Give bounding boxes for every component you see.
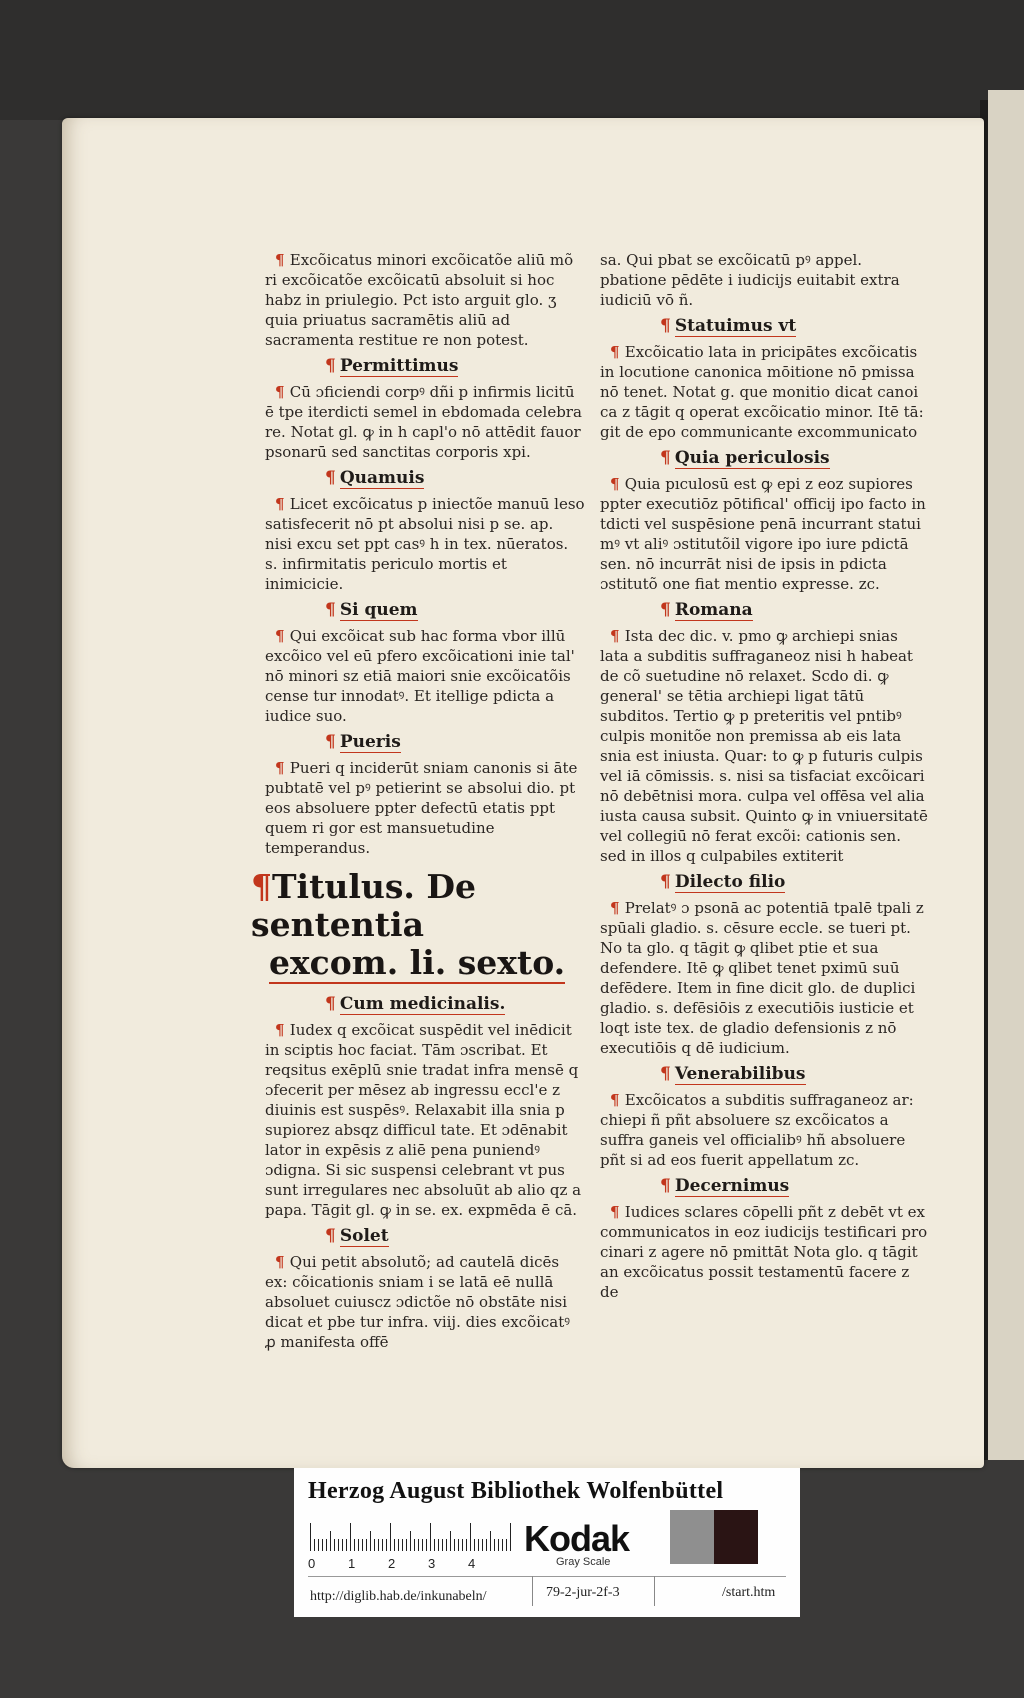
source-url: http://diglib.hab.de/inkunabeln/: [310, 1589, 487, 1604]
ruler-tick: [506, 1539, 507, 1551]
text-paragraph: [600, 1202, 930, 1302]
pilcrow-icon: ¶: [325, 1226, 336, 1246]
rubric-text: Romana: [674, 600, 753, 620]
gray-swatch: [670, 1510, 714, 1564]
pilcrow-icon: ¶: [660, 872, 671, 892]
pilcrow-icon: ¶: [325, 468, 336, 488]
text-paragraph: [600, 474, 930, 594]
color-calibration-bar: [294, 1468, 800, 1617]
ruler-tick: [394, 1539, 395, 1551]
ruler-tick: [450, 1531, 451, 1551]
ruler-tick: [358, 1539, 359, 1551]
divider: [532, 1576, 533, 1606]
ruler-tick: [478, 1539, 479, 1551]
ruler-tick: [334, 1539, 335, 1551]
text-paragraph: [265, 250, 585, 350]
ruler-tick: [406, 1539, 407, 1551]
paragraph-text: Excõicatio lata in pricipātes excõicatis in locutione canonica mōitione nō pmissa nō tenet. Notat g. que monitio dicat canoi ca z tāgit q operat excõicatio minor. Itē tā: git de epo communicante excommunicato: [600, 343, 924, 441]
pilcrow-icon: ¶: [275, 759, 290, 777]
section-title: [251, 868, 585, 984]
title-line-2: [251, 944, 585, 984]
kodak-logo: Kodak: [524, 1518, 630, 1559]
ruler-tick: [426, 1539, 427, 1551]
section-title-line: excom. li. sexto.: [269, 943, 566, 982]
ruler-number: 3: [428, 1556, 436, 1571]
ruler-tick: [342, 1539, 343, 1551]
pilcrow-icon: ¶: [660, 448, 671, 468]
scale-ruler: [310, 1523, 510, 1551]
text-column-left: [251, 250, 585, 1358]
rubric-heading: [660, 872, 930, 892]
rubric-text: Venerabilibus: [674, 1064, 806, 1084]
text-paragraph: [265, 626, 585, 726]
pilcrow-icon: ¶: [610, 899, 625, 917]
pilcrow-icon: ¶: [275, 251, 290, 269]
ruler-tick: [498, 1539, 499, 1551]
text-paragraph: [600, 626, 930, 866]
ruler-tick: [330, 1531, 331, 1551]
pilcrow-icon: ¶: [325, 732, 336, 752]
text-paragraph: [265, 382, 585, 462]
pilcrow-icon: ¶: [275, 627, 290, 645]
paragraph-text: Qui excõicat sub hac forma vbor illū excõico vel eū pfero excõicationi inie tal' nō minori sz etiā maiori snie excõicatõis cense tur innodatꝰ. Et itellige pdicta a iudice suo.: [265, 627, 575, 725]
pilcrow-icon: ¶: [325, 600, 336, 620]
rubric-text: Quamuis: [339, 468, 425, 488]
ruler-number: 2: [388, 1556, 396, 1571]
text-paragraph: [265, 1020, 585, 1220]
ruler-tick: [378, 1539, 379, 1551]
facing-page-edge: [988, 90, 1024, 1460]
ruler-tick: [354, 1539, 355, 1551]
text-paragraph: [600, 342, 930, 442]
ruler-tick: [374, 1539, 375, 1551]
text-paragraph: [600, 1090, 930, 1170]
rubric-heading: [660, 448, 930, 468]
ruler-number: 4: [468, 1556, 476, 1571]
rubric-text: Cum medicinalis.: [339, 994, 506, 1014]
ruler-tick: [466, 1539, 467, 1551]
ruler-tick: [402, 1539, 403, 1551]
start-path: /start.htm: [722, 1585, 776, 1600]
rubric-text: Decernimus: [674, 1176, 790, 1196]
rubric-heading: [325, 356, 585, 376]
pilcrow-icon: ¶: [610, 1091, 625, 1109]
pilcrow-icon: ¶: [275, 1021, 290, 1039]
text-paragraph: [600, 898, 930, 1058]
paragraph-text: Excõicatos a subditis suffraganeoz ar: chiepi ñ pñt absoluere sz excõicatos a suffra ganeis vel officialibꝰ hñ absoluere pñt si ad eos fuerit appellatum zc.: [600, 1091, 914, 1169]
rubric-heading: [325, 468, 585, 488]
paragraph-text: Licet excõicatus p iniectõe manuū leso satisfecerit nō pt absolui nisi p se. ap. nisi excu set ppt casꝰ h in tex. nūeratos. s. infirmitatis periculo mortis et inimicicie.: [265, 495, 585, 593]
dark-swatch: [714, 1510, 758, 1564]
rubric-heading: [660, 600, 930, 620]
paragraph-text: Qui petit absolutõ; ad cautelā dicēs ex: cõicationis sniam i se latā eē nullā absoluet cuiuscz ɔdictõe nō obstāte nisi dicat et pbe tur infra. viij. dies excõicatꝰ ꝓ manifesta offē: [265, 1253, 571, 1351]
ruler-tick: [350, 1523, 351, 1551]
ruler-tick: [510, 1523, 511, 1551]
background-top: [0, 0, 1024, 120]
ruler-tick: [366, 1539, 367, 1551]
rubric-heading: [325, 994, 585, 1014]
pilcrow-icon: ¶: [610, 475, 625, 493]
title-line-1: [251, 868, 585, 944]
paragraph-text: Iudices sclares cōpelli pñt z debēt vt ex communicatos in eoz iudicijs testificari pro cinari z agere nō pmittāt Nota glo. q tāgit an excõicatus possit testamentū facere z de: [600, 1203, 928, 1301]
library-name: Herzog August Bibliothek Wolfenbüttel: [308, 1478, 724, 1504]
text-paragraph: [265, 1252, 585, 1352]
ruler-tick: [502, 1539, 503, 1551]
paragraph-text: Excõicatus minori excõicatõe aliū mõ ri excõicatõe excõicatū absoluit si hoc habz in priulegio. Pct isto arguit glo. ʒ quia priuatus sacramētis aliū ad sacramenta restitue re non potest.: [265, 251, 574, 349]
paragraph-text: Ista dec dic. v. pmo ꝙ archiepi snias lata a subditis suffraganeoz nisi h habeat de cõ suetudine nō relaxet. Scdo di. ꝙ general' se tētia archiepi ligat tātū subditos. Tertio ꝙ p preteritis vel pntibꝰ culpis monitõe non premissa ab eis lata snia est iniusta. Quar: to ꝙ p futuris culpis vel iā cōmissis. s. nisi sa tisfaciat excõicari nō debētnisi mora. culpa vel offēsa vel alia iusta causa subsit. Quinto ꝙ in vniuersitatē vel collegiū nō ferat excõi: cationis sen. sed in illos q culpabiles extiterit: [600, 627, 928, 865]
ruler-tick: [482, 1539, 483, 1551]
ruler-tick: [362, 1539, 363, 1551]
text-paragraph: [600, 250, 930, 310]
ruler-tick: [382, 1539, 383, 1551]
pilcrow-icon: ¶: [660, 316, 671, 336]
paragraph-text: sa. Qui pbat se excõicatū pꝰ appel. pbatione pēdēte i iudicijs euitabit extra iudiciū vō ñ.: [600, 251, 900, 309]
paragraph-text: Iudex q excõicat suspēdit vel inēdicit in sciptis hoc faciat. Tām ɔscribat. Et reqsitus exēplū snie tradat infra mensē q ɔfecerit per mēsez ab ingressu eccl'e z diuinis est suspēsꝰ. Relaxabit illa snia p supiorez absqz difficul tate. Et ɔdēnabit lator in expēsis z aliē pena puniendꝰ ɔdigna. Si sic suspensi celebrant vt pus sunt irregulares nec absoluūt ab alio qz a papa. Tāgit gl. ꝙ in se. ex. expmēda ē cā.: [265, 1021, 582, 1219]
rubric-heading: [325, 1226, 585, 1246]
pilcrow-icon: ¶: [251, 867, 272, 906]
pilcrow-icon: ¶: [610, 343, 625, 361]
rubric-text: Quia periculosis: [674, 448, 830, 468]
ruler-tick: [474, 1539, 475, 1551]
ruler-tick: [442, 1539, 443, 1551]
pilcrow-icon: ¶: [275, 1253, 290, 1271]
ruler-tick: [438, 1539, 439, 1551]
pilcrow-icon: ¶: [275, 495, 290, 513]
ruler-tick: [470, 1523, 471, 1551]
rubric-text: Statuimus vt: [674, 316, 797, 336]
pilcrow-icon: ¶: [325, 356, 336, 376]
rubric-heading: [660, 1176, 930, 1196]
ruler-number: 0: [308, 1556, 316, 1571]
pilcrow-icon: ¶: [660, 1176, 671, 1196]
pilcrow-icon: ¶: [660, 600, 671, 620]
gray-scale-label: Gray Scale: [556, 1556, 611, 1568]
section-title-line: Titulus. De sententia: [251, 867, 477, 944]
divider-line: [308, 1576, 786, 1577]
ruler-number: 1: [348, 1556, 356, 1571]
ruler-tick: [314, 1539, 315, 1551]
text-column-right: [600, 250, 930, 1308]
ruler-tick: [390, 1523, 391, 1551]
ruler-tick: [446, 1539, 447, 1551]
ruler-tick: [490, 1531, 491, 1551]
ruler-tick: [346, 1539, 347, 1551]
ruler-tick: [434, 1539, 435, 1551]
ruler-tick: [398, 1539, 399, 1551]
shelfmark-code: 79-2-jur-2f-3: [546, 1585, 620, 1600]
ruler-tick: [458, 1539, 459, 1551]
divider: [654, 1576, 655, 1606]
ruler-tick: [462, 1539, 463, 1551]
text-paragraph: [265, 494, 585, 594]
rubric-text: Solet: [339, 1226, 389, 1246]
ruler-tick: [430, 1523, 431, 1551]
paragraph-text: Prelatꝰ ɔ psonā ac potentiā tpalē tpali z spūali gladio. s. cēsure eccle. se tueri pt. No ta glo. q tāgit ꝙ qlibet ptie et sua defendere. Itē ꝙ qlibet tenet pximū suū defēdere. Item in fine dicit glo. de duplici gladio. s. defēsiōis z executiōis iusticie et loqt iste tex. de gladio defensionis z nō executiōis q dē iudicium.: [600, 899, 924, 1057]
rubric-heading: [325, 732, 585, 752]
rubric-text: Pueris: [339, 732, 401, 752]
ruler-tick: [410, 1531, 411, 1551]
rubric-text: Si quem: [339, 600, 418, 620]
ruler-tick: [494, 1539, 495, 1551]
ruler-tick: [310, 1523, 311, 1551]
ruler-tick: [486, 1539, 487, 1551]
rubric-text: Dilecto filio: [674, 872, 786, 892]
paragraph-text: Cū ɔficiendi corpꝰ dñi p infirmis licitū ē tpe iterdicti semel in ebdomada celebra re. Notat gl. ꝙ in h capl'o nō attēdit fauor psonarū sed sanctitas corporis xpi.: [265, 383, 582, 461]
pilcrow-icon: ¶: [275, 383, 290, 401]
pilcrow-icon: ¶: [325, 994, 336, 1014]
rubric-text: Permittimus: [339, 356, 459, 376]
pilcrow-icon: ¶: [610, 1203, 625, 1221]
ruler-tick: [326, 1539, 327, 1551]
ruler-tick: [338, 1539, 339, 1551]
pilcrow-icon: ¶: [610, 627, 625, 645]
ruler-tick: [414, 1539, 415, 1551]
rubric-heading: [660, 316, 930, 336]
ruler-tick: [318, 1539, 319, 1551]
pilcrow-icon: ¶: [660, 1064, 671, 1084]
rubric-heading: [325, 600, 585, 620]
text-paragraph: [265, 758, 585, 858]
paragraph-text: Pueri q inciderūt sniam canonis si āte pubtatē vel pꝰ petierint se absolui dio. pt eos absoluere ppter defectū etatis ppt quem ri gor est mansuetudine temperandus.: [265, 759, 578, 857]
ruler-tick: [418, 1539, 419, 1551]
ruler-tick: [322, 1539, 323, 1551]
ruler-tick: [370, 1531, 371, 1551]
paragraph-text: Quia pıculosū est ꝙ epi z eoz supiores ppter executiōz pōtifical' officij ipo facto in tdicti vel suspēsione penā incurrant statui mꝰ vt aliꝰ ɔstitutõil vigore ipo iure pdictā sen. nō incurrāt nisi de ipsis in pdicta ɔstitutõ one fiat mentio expresse. zc.: [600, 475, 926, 593]
ruler-tick: [422, 1539, 423, 1551]
ruler-tick: [386, 1539, 387, 1551]
ruler-tick: [454, 1539, 455, 1551]
rubric-heading: [660, 1064, 930, 1084]
